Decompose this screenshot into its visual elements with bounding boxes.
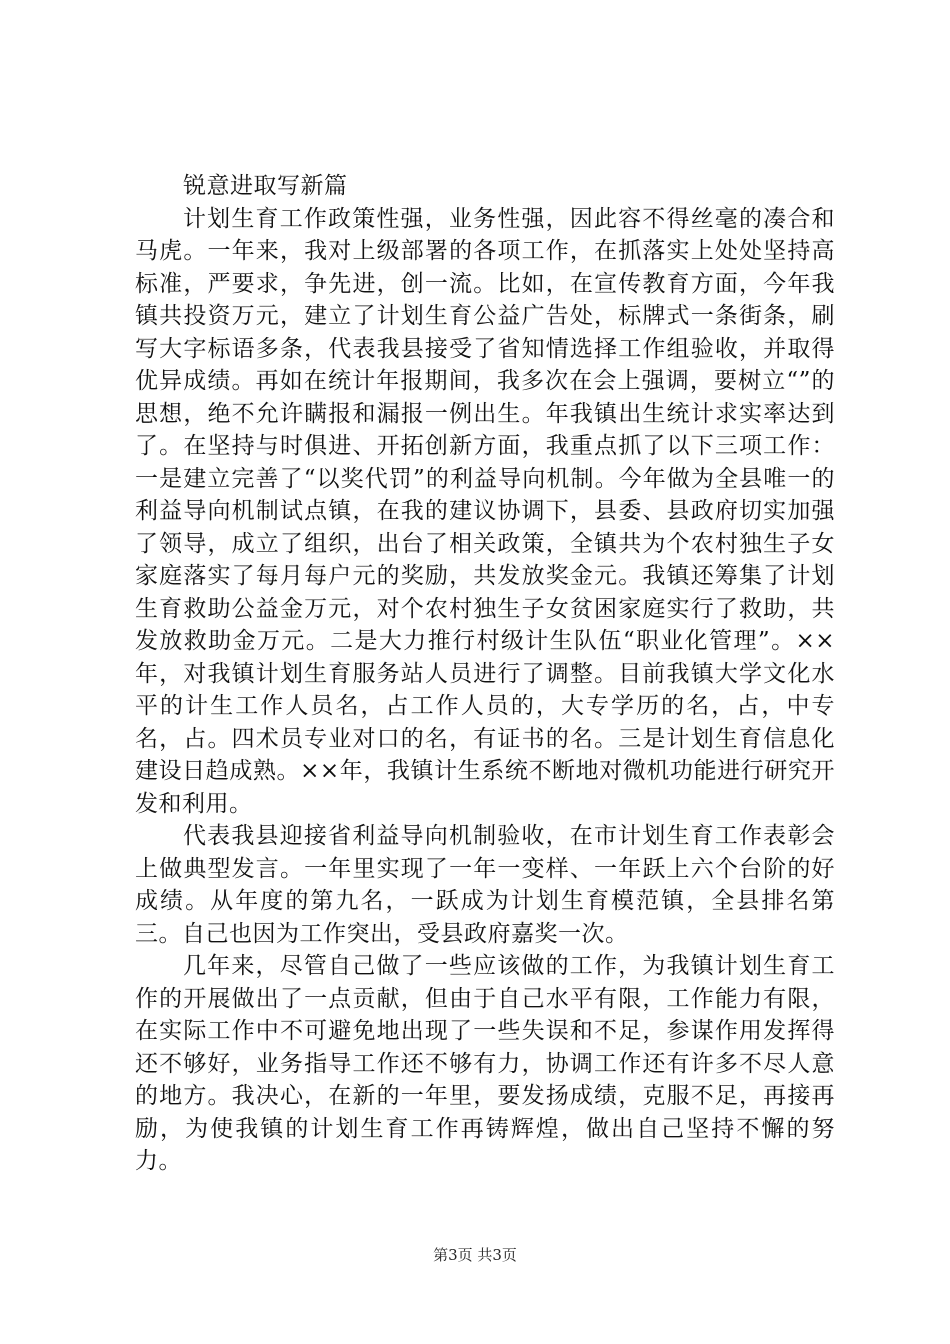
paragraph-3: 几年来，尽管自己做了一些应该做的工作，为我镇计划生育工作的开展做出了一点贡献，但由于自己水平有限，工作能力有限，在实际工作中不可避免地出现了一些失误和不足，参谋作用发挥得还不够好，业务指导工作还不够有力，协调工作还有许多不尽人意的地方。我决心，在新的一年里，要发扬成绩，克服不足，再接再励，为使我镇的计划生育工作再铸辉煌，做出自己坚持不懈的努力。: [135, 953, 835, 1174]
section-heading: 锐意进取写新篇: [183, 173, 348, 199]
paragraph-1: 计划生育工作政策性强，业务性强，因此容不得丝毫的凑合和马虎。一年来，我对上级部署的各项工作，在抓落实上处处坚持高标准，严要求，争先进，创一流。比如，在宣传教育方面，今年我镇共投资万元，建立了计划生育公益广告处，标牌式一条街条，刷写大字标语多条，代表我县接受了省知情选择工作组验收，并取得优异成绩。再如在统计年报期间，我多次在会上强调，要树立“”的思想，绝不允许瞒报和漏报一例出生。年我镇出生统计求实率达到了。在坚持与时俱进、开拓创新方面，我重点抓了以下三项工作：一是建立完善了“以奖代罚”的利益导向机制。今年做为全县唯一的利益导向机制试点镇，在我的建议协调下，县委、县政府切实加强了领导，成立了组织，出台了相关政策，全镇共为个农村独生子女家庭落实了每月每户元的奖励，共发放奖金元。我镇还筹集了计划生育救助公益金万元，对个农村独生子女贫困家庭实行了救助，共发放救助金万元。二是大力推行村级计生队伍“职业化管理”。××年，对我镇计划生育服务站人员进行了调整。目前我镇大学文化水平的计生工作人员名，占工作人员的，大专学历的名，占，中专名，占。四术员专业对口的名，有证书的名。三是计划生育信息化建设日趋成熟。××年，我镇计生系统不断地对微机功能进行研究开发和利用。: [135, 205, 835, 817]
paragraph-2: 代表我县迎接省利益导向机制验收，在市计划生育工作表彰会上做典型发言。一年里实现了一年一变样、一年跃上六个台阶的好成绩。从年度的第九名，一跃成为计划生育模范镇，全县排名第三。自己也因为工作突出，受县政府嘉奖一次。: [135, 823, 835, 947]
document-body: [135, 170, 835, 1178]
page-number-footer: 第3页 共3页: [433, 1246, 517, 1264]
